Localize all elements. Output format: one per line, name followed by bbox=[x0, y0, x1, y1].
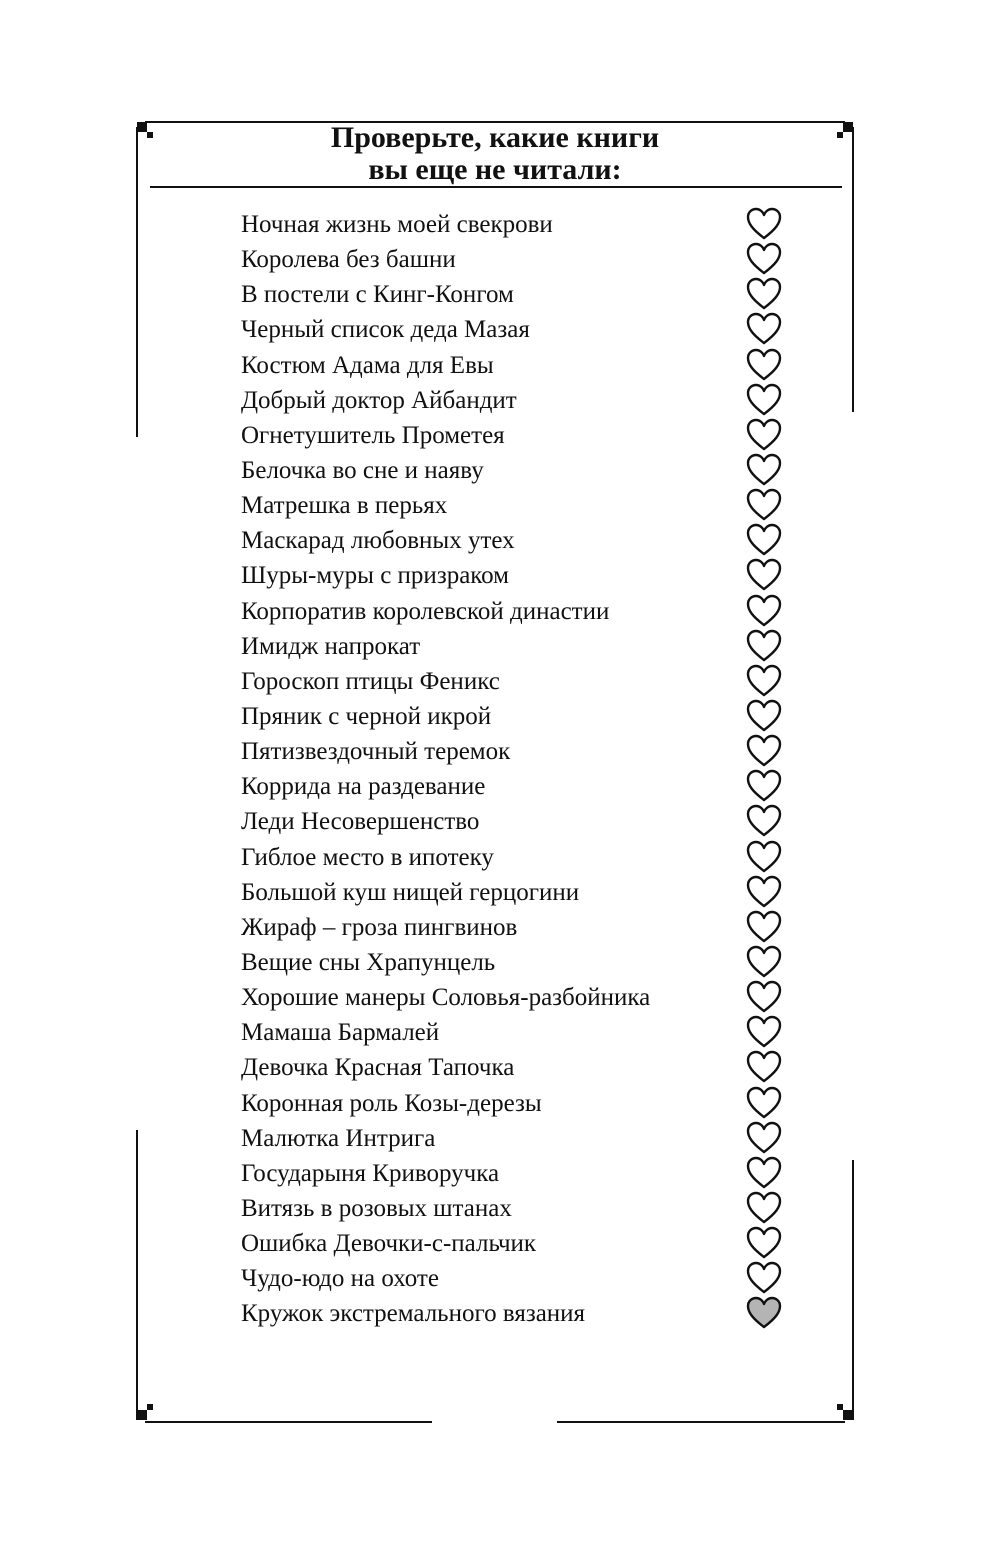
book-title: Гороскоп птицы Феникс bbox=[241, 667, 500, 695]
book-title: Коррида на раздевание bbox=[241, 773, 486, 801]
book-list-item bbox=[241, 594, 801, 629]
heart-checkbox-icon[interactable] bbox=[746, 875, 782, 909]
book-list-item bbox=[241, 348, 801, 383]
heart-checkbox-icon[interactable] bbox=[746, 1261, 782, 1295]
book-list-item bbox=[241, 1015, 801, 1050]
heart-checkbox-icon[interactable] bbox=[746, 980, 782, 1014]
book-list-item bbox=[241, 207, 801, 242]
page-title-line-2: вы еще не читали: bbox=[368, 153, 622, 186]
book-list-item bbox=[241, 980, 801, 1015]
heart-checkbox-icon[interactable] bbox=[746, 1226, 782, 1260]
book-title: Матрешка в перьях bbox=[241, 492, 448, 520]
heart-checkbox-icon[interactable] bbox=[746, 594, 782, 628]
frame-left-upper-line bbox=[136, 127, 138, 437]
heart-checkbox-icon[interactable] bbox=[746, 558, 782, 592]
heart-checkbox-icon[interactable] bbox=[746, 769, 782, 803]
book-title: Огнетушитель Прометея bbox=[241, 421, 505, 449]
heart-checkbox-icon[interactable] bbox=[746, 207, 782, 241]
book-list-item bbox=[241, 488, 801, 523]
frame-corner-top-left bbox=[137, 122, 147, 132]
frame-left-lower-line bbox=[136, 1130, 138, 1420]
heart-checkbox-icon[interactable] bbox=[746, 840, 782, 874]
book-title: Вещие сны Храпунцель bbox=[241, 948, 496, 976]
heart-checkbox-icon[interactable] bbox=[746, 1086, 782, 1120]
book-title: Ошибка Девочки-с-пальчик bbox=[241, 1230, 537, 1258]
heart-checkbox-icon[interactable] bbox=[746, 629, 782, 663]
book-list-item bbox=[241, 629, 801, 664]
heart-checkbox-icon[interactable] bbox=[746, 1156, 782, 1190]
book-title: Мамаша Бармалей bbox=[241, 1019, 440, 1047]
book-title: Чудо-юдо на охоте bbox=[241, 1265, 439, 1293]
book-checklist bbox=[241, 207, 801, 1332]
book-title: Имидж напрокат bbox=[241, 632, 421, 660]
book-title: Хорошие манеры Соловья-разбойника bbox=[241, 984, 651, 1012]
book-title: Белочка во сне и наяву bbox=[241, 456, 484, 484]
book-list-item bbox=[241, 1121, 801, 1156]
book-list-item bbox=[241, 453, 801, 488]
book-title: Пряник с черной икрой bbox=[241, 702, 492, 730]
book-title: Корпоратив королевской династии bbox=[241, 597, 610, 625]
book-title: Гиблое место в ипотеку bbox=[241, 843, 494, 871]
book-list-item bbox=[241, 383, 801, 418]
book-list-item bbox=[241, 1086, 801, 1121]
frame-bottom-right-line bbox=[557, 1421, 845, 1423]
book-list-item bbox=[241, 804, 801, 839]
book-list-item bbox=[241, 945, 801, 980]
book-title: Маскарад любовных утех bbox=[241, 527, 515, 555]
book-title: В постели с Кинг-Конгом bbox=[241, 281, 514, 309]
book-list-item bbox=[241, 769, 801, 804]
book-list-item bbox=[241, 558, 801, 593]
book-title: Шуры-муры с призраком bbox=[241, 562, 510, 590]
book-title: Добрый доктор Айбандит bbox=[241, 386, 517, 414]
book-list-item bbox=[241, 699, 801, 734]
heart-checkbox-icon[interactable] bbox=[746, 910, 782, 944]
book-title: Пятизвездочный теремок bbox=[241, 738, 511, 766]
book-list-item bbox=[241, 734, 801, 769]
book-title: Коронная роль Козы-дерезы bbox=[241, 1089, 542, 1117]
heart-checkbox-icon[interactable] bbox=[746, 242, 782, 276]
frame-bottom-left-line bbox=[145, 1421, 432, 1423]
heart-checkbox-icon[interactable] bbox=[746, 1015, 782, 1049]
book-title: Государыня Криворучка bbox=[241, 1159, 500, 1187]
heart-checkbox-icon[interactable] bbox=[746, 523, 782, 557]
book-list-item bbox=[241, 1226, 801, 1261]
frame-right-lower-line bbox=[852, 1160, 854, 1420]
heart-checkbox-icon[interactable] bbox=[746, 488, 782, 522]
book-list-item bbox=[241, 840, 801, 875]
heart-checkbox-icon[interactable] bbox=[746, 945, 782, 979]
book-list-item bbox=[241, 523, 801, 558]
heart-checkbox-icon[interactable] bbox=[746, 418, 782, 452]
heart-checkbox-icon[interactable] bbox=[746, 1191, 782, 1225]
heart-checkbox-icon[interactable] bbox=[746, 1050, 782, 1084]
book-title: Витязь в розовых штанах bbox=[241, 1194, 512, 1222]
book-list-item bbox=[241, 875, 801, 910]
book-list-item bbox=[241, 1050, 801, 1085]
book-list-item bbox=[241, 910, 801, 945]
book-title: Черный список деда Мазая bbox=[241, 316, 530, 344]
frame-corner-top-right bbox=[843, 122, 853, 132]
book-title: Костюм Адама для Евы bbox=[241, 351, 494, 379]
book-list-item bbox=[241, 1191, 801, 1226]
heart-checkbox-icon[interactable] bbox=[746, 312, 782, 346]
book-list-item bbox=[241, 664, 801, 699]
frame-corner-bottom-left bbox=[137, 1410, 147, 1420]
heart-checkbox-icon[interactable] bbox=[746, 734, 782, 768]
heart-checkbox-icon[interactable] bbox=[746, 453, 782, 487]
book-list-item bbox=[241, 1296, 801, 1331]
frame-corner-bottom-right bbox=[843, 1410, 853, 1420]
frame-corner-bottom-left-inner bbox=[147, 1404, 153, 1410]
heart-checkbox-icon[interactable] bbox=[746, 804, 782, 838]
book-list-item bbox=[241, 277, 801, 312]
frame-corner-bottom-right-inner bbox=[837, 1404, 843, 1410]
book-title: Королева без башни bbox=[241, 246, 456, 274]
title-underline bbox=[150, 186, 842, 188]
book-list-item bbox=[241, 242, 801, 277]
heart-checkbox-icon[interactable] bbox=[746, 1121, 782, 1155]
heart-checkbox-icon[interactable] bbox=[746, 348, 782, 382]
heart-checkbox-icon[interactable] bbox=[746, 699, 782, 733]
book-list-item bbox=[241, 418, 801, 453]
page-title-line-1: Проверьте, какие книги bbox=[330, 121, 660, 154]
page-title bbox=[150, 122, 840, 186]
book-title: Кружок экстремального вязания bbox=[241, 1300, 586, 1328]
book-title: Ночная жизнь моей свекрови bbox=[241, 211, 553, 238]
heart-checkbox-icon[interactable] bbox=[746, 664, 782, 698]
book-list-item bbox=[241, 1261, 801, 1296]
book-title: Малютка Интрига bbox=[241, 1124, 436, 1152]
book-title: Жираф – гроза пингвинов bbox=[241, 913, 518, 941]
heart-checkbox-icon[interactable] bbox=[746, 383, 782, 417]
book-list-item bbox=[241, 1156, 801, 1191]
book-title: Большой куш нищей герцогини bbox=[241, 878, 580, 906]
heart-checkbox-filled-icon[interactable] bbox=[746, 1296, 782, 1330]
heart-checkbox-icon[interactable] bbox=[746, 277, 782, 311]
book-title: Леди Несовершенство bbox=[241, 808, 480, 836]
frame-right-upper-line bbox=[852, 127, 854, 412]
book-title: Девочка Красная Тапочка bbox=[241, 1054, 515, 1082]
book-list-item bbox=[241, 312, 801, 347]
